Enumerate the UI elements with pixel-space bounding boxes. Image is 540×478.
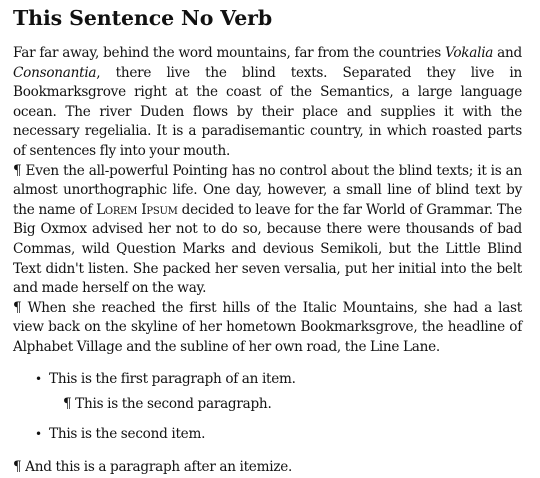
- paragraph-1: [13, 44, 522, 162]
- list-item: [13, 370, 522, 415]
- item-1-paragraph-1: This is the first paragraph of an item.: [49, 370, 296, 387]
- paragraph-2: [13, 162, 522, 299]
- item-1-paragraph-2: [49, 395, 522, 415]
- paragraph-1-text-c: , there live the blind texts. Separated they live in Bookmarksgrove right at the coast of the Semantics, a large language ocean. The river Duden flows by their place and supplies it with the necessary regelialia. It is a paradisemantic country, in which roasted parts of sentences fly into your mouth.: [13, 64, 522, 159]
- document-body: [13, 44, 522, 478]
- paragraph-3: [13, 299, 522, 358]
- paragraph-3-text: When she reached the first hills of the Italic Mountains, she had a last view back on the skyline of her hometown Bookmarksgrove, the headline of Alphabet Village and the subline of her own road, the Line Lane.: [13, 299, 522, 355]
- item-2-text: This is the second item.: [49, 425, 206, 442]
- bullet-icon: •: [35, 371, 42, 386]
- pilcrow-icon: ¶: [13, 299, 22, 316]
- list-item: [13, 425, 522, 445]
- lorem-ipsum-smallcaps: Lorem Ipsum: [96, 201, 178, 218]
- itemize-list: [13, 370, 522, 445]
- paragraph-1-text-a: Far far away, behind the word mountains, far from the countries: [13, 45, 445, 61]
- section-title: This Sentence No Verb: [13, 6, 273, 30]
- paragraph-1-text-b: and: [493, 45, 522, 61]
- paragraph-2-text-b: decided to leave for the far World of Grammar. The Big Oxmox advised her not to do so, because there were thousands of bad Commas, wild Question Marks and devious Semikoli, but the Little Blind Text didn't listen. She packed her seven versalia, put her initial into the belt and made herself on the way.: [13, 201, 522, 297]
- pilcrow-icon: ¶: [13, 162, 22, 179]
- pilcrow-icon: ¶: [13, 459, 22, 476]
- item-1-paragraph-2-text: This is the second paragraph.: [71, 396, 272, 413]
- pilcrow-icon: ¶: [63, 396, 72, 413]
- word-vokalia: Vokalia: [445, 45, 494, 61]
- paragraph-2-text-a: Even the all-powerful Pointing has no control about the blind texts; it is an almost unorthographic life. One day, however, a small line of blind text by the name of: [13, 162, 522, 218]
- paragraph-after-itemize: [13, 458, 522, 478]
- word-consonantia: Consonantia: [13, 64, 97, 81]
- bullet-icon: •: [35, 426, 42, 441]
- paragraph-after-itemize-text: And this is a paragraph after an itemize.: [21, 459, 293, 476]
